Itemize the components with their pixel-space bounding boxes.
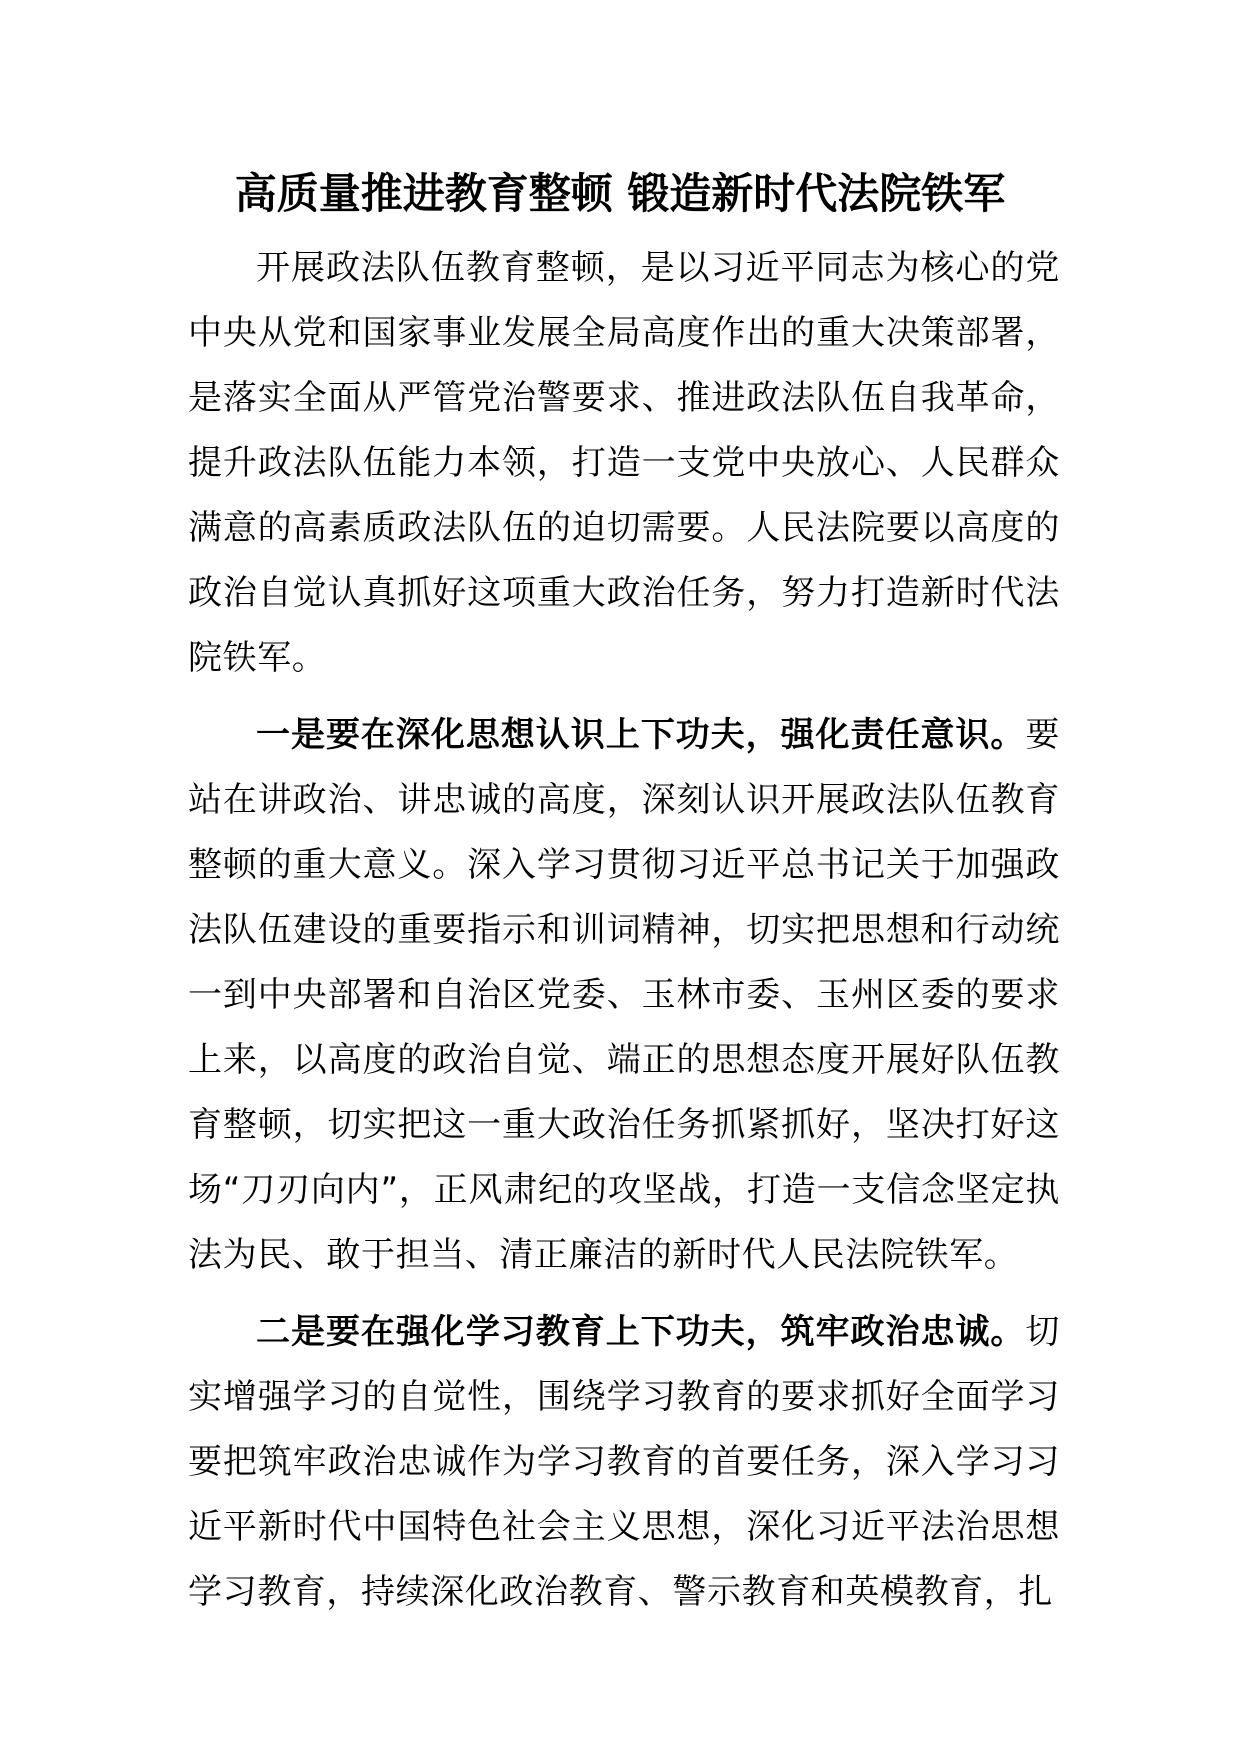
paragraph-point-two [188, 1300, 1060, 1625]
paragraph-point-two-text: 切实增强学习的自觉性，围绕学习教育的要求抓好全面学习要把筑牢政治忠诚作为学习教育的首要任务，深入学习习近平新时代中国特色社会主义思想，深化习近平法治思想学习教育，持续深化政治教育、警示教育和英模教育，扎 [188, 1312, 1060, 1612]
paragraph-point-one [188, 703, 1060, 1288]
document-title: 高质量推进教育整顿 锻造新时代法院铁军 [234, 169, 1006, 218]
paragraph-point-one-heading: 一是要在深化思想认识上下功夫，强化责任意识。 [256, 715, 1026, 755]
document-body [188, 236, 1060, 1625]
paragraph-intro [188, 236, 1060, 691]
paragraph-point-one-text: 要站在讲政治、讲忠诚的高度，深刻认识开展政法队伍教育整顿的重大意义。深入学习贯彻习近平总书记关于加强政法队伍建设的重要指示和训词精神，切实把思想和行动统一到中央部署和自治区党委、玉林市委、玉州区委的要求上来，以高度的政治自觉、端正的思想态度开展好队伍教育整顿，切实把这一重大政治任务抓紧抓好，坚决打好这场“刀刃向内”，正风肃纪的攻坚战，打造一支信念坚定执法为民、敢于担当、清正廉洁的新时代人民法院铁军。 [188, 715, 1060, 1275]
paragraph-point-two-heading: 二是要在强化学习教育上下功夫，筑牢政治忠诚。 [256, 1312, 1026, 1352]
paragraph-intro-text: 开展政法队伍教育整顿，是以习近平同志为核心的党中央从党和国家事业发展全局高度作出的重大决策部署，是落实全面从严管党治警要求、推进政法队伍自我革命，提升政法队伍能力本领，打造一支党中央放心、人民群众满意的高素质政法队伍的迫切需要。人民法院要以高度的政治自觉认真抓好这项重大政治任务，努力打造新时代法院铁军。 [188, 248, 1060, 678]
